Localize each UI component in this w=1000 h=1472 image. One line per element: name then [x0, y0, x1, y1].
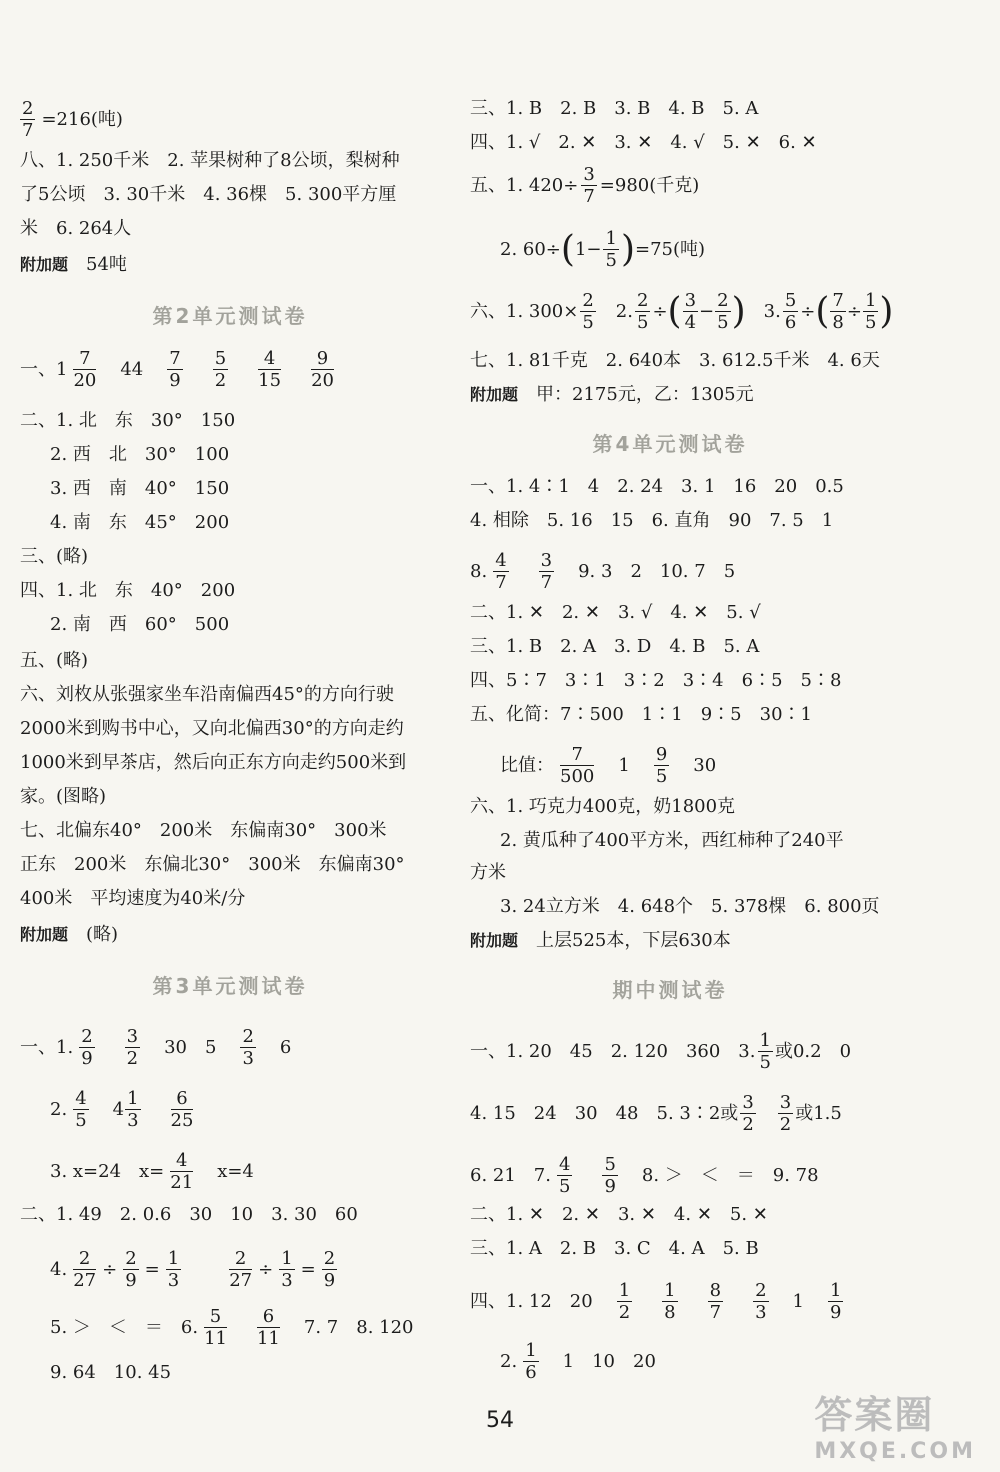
fraction: $\frac{4}{7}$: [495, 550, 507, 593]
answer-line: 比值： $\frac{7}{500}$ 1 $\frac{9}{5}$ 30: [500, 744, 717, 787]
fraction: $\frac{2}{27}$: [229, 1248, 253, 1291]
answer-line: 2. 西 北 30° 100: [50, 444, 230, 465]
fraction: $\frac{9}{5}$: [655, 744, 668, 787]
answer-line: 八、1. 250千米 2. 苹果树种了8公顷，梨树种: [20, 150, 400, 171]
answer-line: 2. $\frac{4}{5}$ 4 $\frac{1}{3}$ $\frac{6}{25}$: [50, 1088, 194, 1131]
answer-line: 4. 15 24 30 48 5. 3∶2或 $\frac{3}{2}$ $\frac{3}{2}$ 或1.5: [470, 1092, 842, 1135]
fraction: $\frac{5}{11}$: [204, 1306, 227, 1349]
fraction: $\frac{1}{9}$: [829, 1280, 842, 1323]
fraction: $\frac{1}{5}$: [864, 290, 877, 333]
fraction: $\frac{2}{5}$: [636, 290, 649, 333]
fraction: $\frac{5}{9}$: [604, 1154, 616, 1197]
answer-line: $\frac{2}{7}$ =216(吨): [22, 98, 123, 141]
fraction: $\frac{8}{7}$: [709, 1280, 722, 1323]
bonus-question: 附加题 上层525本，下层630本: [470, 930, 731, 951]
fraction: $\frac{7}{8}$: [832, 290, 844, 333]
fraction: $\frac{5}{2}$: [214, 348, 227, 391]
fraction: $\frac{6}{25}$: [170, 1088, 194, 1131]
answer-line: 四、1. 北 东 40° 200: [20, 580, 236, 601]
answer-line: 六、1. 300× $\frac{2}{5}$ 2. $\frac{2}{5}$ ÷( $\frac{3}{4}$ − $\frac{2}{5}$ ) 3. $\frac{5}{6}$ ÷( $\frac{7}{8}$ ÷ $\frac{1}{5}$ ): [470, 290, 894, 333]
answer-line: 1000米到早茶店，然后向正东方向走约500米到: [20, 752, 407, 773]
answer-line: 二、1. ✕ 2. ✕ 3. √ 4. ✕ 5. √: [470, 602, 761, 623]
fraction: $\frac{2}{5}$: [717, 290, 729, 333]
fraction: $\frac{2}{3}$: [755, 1280, 767, 1323]
answer-line: 3. 西 南 40° 150: [50, 478, 230, 499]
fraction: $\frac{7}{20}$: [73, 348, 97, 391]
answer-line: 一、1. 4∶1 4 2. 24 3. 1 16 20 0.5: [470, 476, 844, 497]
answer-line: 一、1. 20 45 2. 120 360 3. $\frac{1}{5}$ 或0.2 0: [470, 1030, 852, 1073]
fraction: $\frac{1}{2}$: [618, 1280, 631, 1323]
fraction: $\frac{4}{5}$: [75, 1088, 87, 1131]
section-title: 第3单元测试卷: [152, 974, 308, 998]
fraction: $\frac{3}{2}$: [779, 1092, 792, 1135]
bonus-question: 附加题 甲：2175元，乙：1305元: [470, 384, 754, 405]
bonus-question: 附加题 54吨: [20, 254, 127, 275]
answer-line: 六、1. 巧克力400克，奶1800克: [470, 796, 736, 817]
fraction: $\frac{1}{3}$: [127, 1088, 139, 1131]
answer-line: 2. 黄瓜种了400平方米，西红柿种了240平: [500, 830, 844, 851]
answer-line: 三、1. B 2. B 3. B 4. B 5. A: [470, 98, 759, 119]
answer-line: 一、1 $\frac{7}{20}$ 44 $\frac{7}{9}$ $\frac{5}{2}$ $\frac{4}{15}$ $\frac{9}{20}$: [20, 348, 334, 391]
fraction: $\frac{2}{9}$: [323, 1248, 336, 1291]
fraction: $\frac{3}{4}$: [684, 290, 697, 333]
fraction: $\frac{1}{3}$: [281, 1248, 293, 1291]
section-title: 第4单元测试卷: [592, 432, 748, 456]
fraction: $\frac{4}{5}$: [558, 1154, 571, 1197]
answer-line: 六、刘枚从张强家坐车沿南偏西45°的方向行驶: [20, 684, 394, 705]
answer-line: 2. 60÷(1− $\frac{1}{5}$ )=75(吨): [500, 228, 706, 271]
fraction: $\frac{1}{5}$: [759, 1030, 771, 1073]
answer-line: 四、5∶7 3∶1 3∶2 3∶4 6∶5 5∶8: [470, 670, 842, 691]
answer-line: 2000米到购书中心，又向北偏西30°的方向走约: [20, 718, 404, 739]
answer-line: 4. 南 东 45° 200: [50, 512, 230, 533]
fraction: $\frac{2}{9}$: [125, 1248, 137, 1291]
watermark-logo: 答案圈 MXQE.COM: [814, 1393, 976, 1464]
answer-line: 400米 平均速度为40米/分: [20, 888, 246, 909]
answer-line: 9. 64 10. 45: [50, 1362, 172, 1383]
answer-line: 家。(图略): [20, 786, 107, 807]
answer-line: 四、1. √ 2. ✕ 3. ✕ 4. √ 5. ✕ 6. ✕: [470, 132, 817, 153]
answer-line: 七、北偏东40° 200米 东偏南30° 300米: [20, 820, 387, 841]
fraction: $\frac{2}{9}$: [81, 1026, 93, 1069]
bonus-question: 附加题 (略): [20, 924, 119, 945]
answer-line: 米 6. 264人: [20, 218, 132, 239]
answer-line: 8. $\frac{4}{7}$ $\frac{3}{7}$ 9. 3 2 10. 7 5: [470, 550, 736, 593]
answer-line: 二、1. ✕ 2. ✕ 3. ✕ 4. ✕ 5. ✕: [470, 1204, 768, 1225]
fraction: $\frac{2}{7}$: [22, 98, 34, 141]
fraction: $\frac{3}{7}$: [583, 164, 595, 207]
answer-line: 了5公顷 3. 30千米 4. 36棵 5. 300平方厘: [20, 184, 397, 205]
section-title: 第2单元测试卷: [152, 304, 308, 328]
fraction: $\frac{2}{3}$: [242, 1026, 254, 1069]
fraction: $\frac{9}{20}$: [311, 348, 334, 391]
fraction: $\frac{4}{15}$: [258, 348, 282, 391]
answer-line: 3. x=24 x= $\frac{4}{21}$ x=4: [50, 1150, 254, 1193]
answer-line: 一、1. $\frac{2}{9}$ $\frac{3}{2}$ 30 5 $\frac{2}{3}$ 6: [20, 1026, 292, 1069]
page-number: 54: [486, 1408, 514, 1433]
answer-line: 5. ＞ ＜ ＝ 6. $\frac{5}{11}$ $\frac{6}{11}$ 7. 7 8. 120: [50, 1306, 414, 1349]
answer-line: 方米: [470, 862, 506, 883]
answer-line: 2. $\frac{1}{6}$ 1 10 20: [500, 1340, 656, 1383]
answer-line: 二、1. 北 东 30° 150: [20, 410, 236, 431]
fraction: $\frac{2}{27}$: [73, 1248, 97, 1291]
fraction: $\frac{3}{2}$: [126, 1026, 139, 1069]
answer-line: 三、1. A 2. B 3. C 4. A 5. B: [470, 1238, 759, 1259]
fraction: $\frac{5}{6}$: [784, 290, 797, 333]
answer-line: 五、(略): [20, 650, 89, 671]
fraction: $\frac{1}{5}$: [605, 228, 617, 271]
fraction: $\frac{7}{500}$: [560, 744, 595, 787]
section-title: 期中测试卷: [612, 978, 728, 1002]
fraction: $\frac{1}{3}$: [167, 1248, 180, 1291]
answer-line: 五、1. 420÷ $\frac{3}{7}$ =980(千克): [470, 164, 700, 207]
fraction: $\frac{4}{21}$: [170, 1150, 194, 1193]
fraction: $\frac{3}{7}$: [540, 550, 553, 593]
answer-line: 四、1. 12 20 $\frac{1}{2}$ $\frac{1}{8}$ $\frac{8}{7}$ $\frac{2}{3}$ 1 $\frac{1}{9}$: [470, 1280, 842, 1323]
answer-line: 五、化简：7∶500 1∶1 9∶5 30∶1: [470, 704, 812, 725]
answer-line: 6. 21 7. $\frac{4}{5}$ $\frac{5}{9}$ 8. ＞ ＜ ＝ 9. 78: [470, 1154, 819, 1197]
fraction: $\frac{1}{6}$: [525, 1340, 537, 1383]
fraction: $\frac{2}{5}$: [582, 290, 594, 333]
answer-line: 4. $\frac{2}{27}$ ÷ $\frac{2}{9}$ = $\frac{1}{3}$ $\frac{2}{27}$ ÷ $\frac{1}{3}$ = $\frac{2}{9}$: [50, 1248, 336, 1291]
answer-line: 正东 200米 东偏北30° 300米 东偏南30°: [20, 854, 405, 875]
answer-line: 4. 相除 5. 16 15 6. 直角 90 7. 5 1: [470, 510, 834, 531]
answer-line: 七、1. 81千克 2. 640本 3. 612.5千米 4. 6天: [470, 350, 880, 371]
fraction: $\frac{7}{9}$: [169, 348, 181, 391]
answer-line: 3. 24立方米 4. 648个 5. 378棵 6. 800页: [500, 896, 880, 917]
answer-line: 三、1. B 2. A 3. D 4. B 5. A: [470, 636, 760, 657]
fraction: $\frac{1}{8}$: [664, 1280, 676, 1323]
fraction: $\frac{6}{11}$: [256, 1306, 280, 1349]
answer-line: 2. 南 西 60° 500: [50, 614, 230, 635]
answer-line: 三、(略): [20, 546, 89, 567]
fraction: $\frac{3}{2}$: [742, 1092, 754, 1135]
answer-line: 二、1. 49 2. 0.6 30 10 3. 30 60: [20, 1204, 358, 1225]
